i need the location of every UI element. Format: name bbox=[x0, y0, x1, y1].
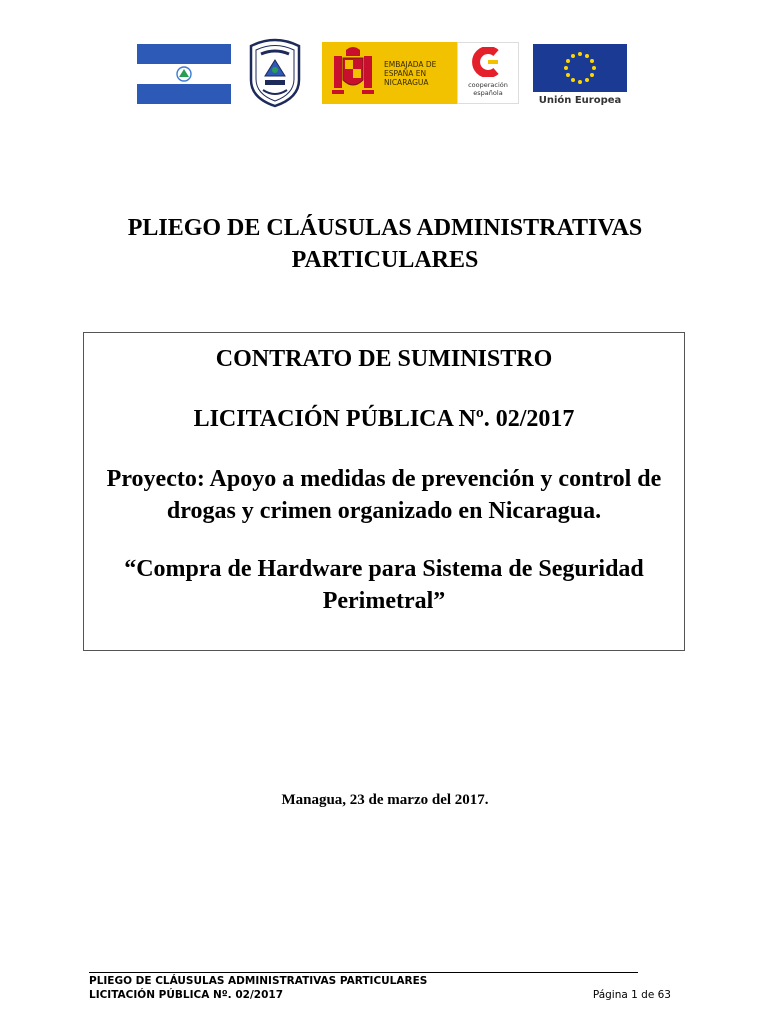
footer-divider bbox=[89, 972, 638, 973]
union-europea-label: Unión Europea bbox=[538, 95, 622, 106]
policia-nacional-emblem-logo bbox=[247, 36, 303, 108]
embajada-label: EMBAJADA DE ESPAÑA EN NICARAGUA bbox=[384, 60, 437, 87]
page-number: Página 1 de 63 bbox=[592, 989, 671, 1001]
licitacion-number: LICITACIÓN PÚBLICA Nº. 02/2017 bbox=[193, 406, 575, 432]
spain-coat-of-arms-icon bbox=[326, 42, 380, 104]
header-logos bbox=[0, 36, 770, 116]
contract-type: CONTRATO DE SUMINISTRO bbox=[215, 346, 553, 372]
contract-info-box bbox=[83, 332, 685, 651]
embajada-espana-logo bbox=[322, 42, 457, 104]
cooperacion-c-icon bbox=[468, 47, 508, 77]
eu-flag-icon bbox=[533, 44, 627, 92]
nicaragua-flag-logo bbox=[137, 44, 231, 104]
footer-licitacion: LICITACIÓN PÚBLICA Nº. 02/2017 bbox=[89, 989, 283, 1001]
document-title: PLIEGO DE CLÁUSULAS ADMINISTRATIVAS PARTICULARES bbox=[127, 215, 643, 273]
page-footer bbox=[89, 974, 671, 1002]
embajada-text bbox=[384, 60, 454, 87]
document-date: Managua, 23 de marzo del 2017. bbox=[281, 792, 489, 808]
footer-row bbox=[89, 988, 671, 1002]
union-europea-logo bbox=[533, 44, 627, 108]
cooperacion-label: cooperación española bbox=[468, 81, 508, 97]
purchase-description: “Compra de Hardware para Sistema de Seguridad Perimetral” bbox=[124, 556, 644, 614]
project-description: Proyecto: Apoyo a medidas de prevención y control de drogas y crimen organizado en Nicaragua. bbox=[106, 466, 662, 524]
footer-title: PLIEGO DE CLÁUSULAS ADMINISTRATIVAS PARTICULARES bbox=[89, 975, 428, 987]
cooperacion-espanola-logo bbox=[457, 42, 519, 104]
